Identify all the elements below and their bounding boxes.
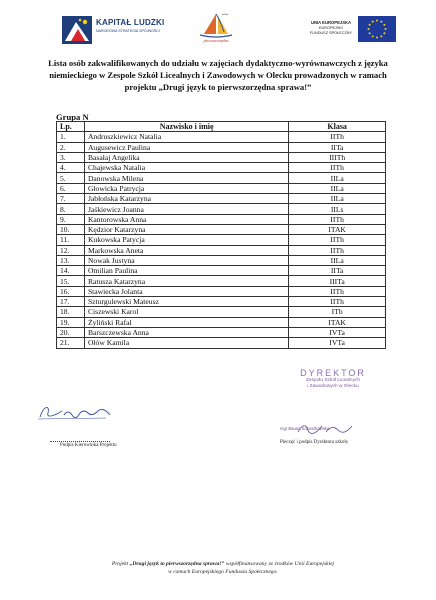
row-class: IITh bbox=[289, 297, 386, 307]
header-lp: Lp. bbox=[57, 122, 85, 132]
footer-line1 bbox=[80, 560, 366, 568]
row-lp: 14. bbox=[57, 266, 85, 276]
table-row bbox=[57, 276, 386, 286]
school-logo-caption: pierwszorzędna bbox=[203, 38, 229, 43]
row-name: Kukowska Patycja bbox=[84, 235, 288, 245]
row-class: IILs bbox=[289, 204, 386, 214]
school-project-logo bbox=[196, 12, 236, 46]
row-lp: 11. bbox=[57, 235, 85, 245]
table-row bbox=[57, 307, 386, 317]
row-class: IITa bbox=[289, 142, 386, 152]
row-class: IITh bbox=[289, 214, 386, 224]
project-manager-caption: Podpis Kierownika Projektu bbox=[60, 443, 117, 448]
table-row bbox=[57, 214, 386, 224]
project-manager-signature bbox=[36, 403, 116, 421]
row-name: Nowak Justyna bbox=[84, 255, 288, 265]
row-name: Andruszkiewicz Natalia bbox=[84, 132, 288, 142]
table-row bbox=[57, 204, 386, 214]
row-name: Danowska Milena bbox=[84, 173, 288, 183]
footer-note bbox=[80, 560, 366, 576]
row-class: IILa bbox=[289, 255, 386, 265]
row-name: Żyliński Rafał bbox=[84, 317, 288, 327]
stamp-name: mgr Bauna Sokoszkowska bbox=[280, 426, 330, 431]
kapital-ludzki-mark-icon bbox=[62, 16, 92, 44]
row-class: ITAK bbox=[289, 317, 386, 327]
table-row bbox=[57, 183, 386, 193]
footer-pre: Projekt bbox=[111, 561, 130, 567]
director-caption: Pieczęć i podpis Dyrektora szkoły bbox=[280, 440, 349, 445]
footer-post: współfinansowany ze środków Unii Europejskiej bbox=[224, 561, 335, 567]
row-class: ITAK bbox=[289, 224, 386, 234]
row-name: Głowicka Patrycja bbox=[84, 183, 288, 193]
row-lp: 9. bbox=[57, 214, 85, 224]
row-name: Kantorowska Anna bbox=[84, 214, 288, 224]
row-name: Ołów Kamila bbox=[84, 338, 288, 348]
stamp-title: DYREKTOR bbox=[300, 368, 366, 378]
table-row bbox=[57, 132, 386, 142]
table-row bbox=[57, 142, 386, 152]
table-row bbox=[57, 194, 386, 204]
eu-logo bbox=[306, 14, 396, 48]
row-name: Ratusza Katarzyna bbox=[84, 276, 288, 286]
row-lp: 12. bbox=[57, 245, 85, 255]
row-lp: 21. bbox=[57, 338, 85, 348]
row-class: IIITh bbox=[289, 152, 386, 162]
row-class: IITh bbox=[289, 286, 386, 296]
table-row bbox=[57, 173, 386, 183]
group-label: Grupa N bbox=[56, 112, 89, 122]
row-class: IILa bbox=[289, 173, 386, 183]
row-class: IITh bbox=[289, 245, 386, 255]
row-class: ITb bbox=[289, 307, 386, 317]
row-lp: 18. bbox=[57, 307, 85, 317]
row-lp: 7. bbox=[57, 194, 85, 204]
header-name: Nazwisko i imię bbox=[84, 122, 288, 132]
eu-text bbox=[306, 20, 356, 36]
row-lp: 10. bbox=[57, 224, 85, 234]
eu-line3: FUNDUSZ SPOŁECZNY bbox=[309, 30, 353, 35]
table-row bbox=[57, 286, 386, 296]
row-lp: 6. bbox=[57, 183, 85, 193]
kapital-ludzki-logo bbox=[62, 16, 182, 46]
table-row bbox=[57, 317, 386, 327]
table-row bbox=[57, 245, 386, 255]
kl-title: KAPITAŁ LUDZKI bbox=[96, 18, 165, 27]
row-name: Kędzior Katarzyna bbox=[84, 224, 288, 234]
table-row bbox=[57, 338, 386, 348]
row-lp: 8. bbox=[57, 204, 85, 214]
row-class: IILa bbox=[289, 183, 386, 193]
row-lp: 5. bbox=[57, 173, 85, 183]
signature-line bbox=[50, 441, 110, 442]
row-name: Barszczewska Anna bbox=[84, 327, 288, 337]
row-lp: 4. bbox=[57, 163, 85, 173]
row-lp: 16. bbox=[57, 286, 85, 296]
table-row bbox=[57, 163, 386, 173]
table-row bbox=[57, 255, 386, 265]
footer-line2: w ramach Europejskiego Funduszu Społecznego. bbox=[168, 569, 278, 575]
row-class: IITh bbox=[289, 132, 386, 142]
table-row bbox=[57, 297, 386, 307]
logo-header bbox=[0, 10, 436, 52]
row-lp: 20. bbox=[57, 327, 85, 337]
row-class: IILa bbox=[289, 194, 386, 204]
row-name: Basałaj Angelika bbox=[84, 152, 288, 162]
sailboat-icon bbox=[196, 12, 236, 38]
table-row bbox=[57, 266, 386, 276]
row-name: Markowska Aneta bbox=[84, 245, 288, 255]
director-stamp bbox=[278, 368, 388, 418]
stamp-line1: Zespołu Szkół Licealnych bbox=[305, 378, 361, 383]
table-row bbox=[57, 224, 386, 234]
row-name: Jaśkiewicz Joanna bbox=[84, 204, 288, 214]
header-class: Klasa bbox=[289, 122, 386, 132]
row-lp: 3. bbox=[57, 152, 85, 162]
eu-flag-icon bbox=[358, 16, 396, 42]
table-row bbox=[57, 152, 386, 162]
participants-table bbox=[56, 121, 386, 349]
row-class: IVTa bbox=[289, 327, 386, 337]
stamp-line2: i Zawodowych w Olecku bbox=[307, 384, 359, 389]
row-class: IITh bbox=[289, 235, 386, 245]
row-name: Szturgulewski Mateusz bbox=[84, 297, 288, 307]
row-name: Chajewska Natalia bbox=[84, 163, 288, 173]
eu-line2: EUROPEJSKI bbox=[318, 25, 344, 30]
kl-subtitle: NARODOWA STRATEGIA SPÓJNOŚCI bbox=[96, 29, 160, 33]
row-class: IITa bbox=[289, 266, 386, 276]
document-title: Lista osób zakwalifikowanych do udziału w zajęciach dydaktyczno-wyrównawczych z języka niemieckiego w Zespole Szkół Licealnych i Zawodowych w Olecku prowadzonych w ramach projektu „Drugi język to pierwszorzędna sprawa!” bbox=[48, 58, 388, 92]
row-name: Omilian Paulina bbox=[84, 266, 288, 276]
row-lp: 1. bbox=[57, 132, 85, 142]
row-name: Stawiecka Jolanta bbox=[84, 286, 288, 296]
footer-project-name: „Drugi język to pierwszorzędna sprawa!” bbox=[129, 561, 225, 567]
row-name: Augusewicz Paulina bbox=[84, 142, 288, 152]
row-class: IITh bbox=[289, 163, 386, 173]
row-name: Ciszewski Karol bbox=[84, 307, 288, 317]
table-row bbox=[57, 235, 386, 245]
table-header-row bbox=[57, 122, 386, 132]
row-lp: 19. bbox=[57, 317, 85, 327]
row-class: IIITa bbox=[289, 276, 386, 286]
table-row bbox=[57, 327, 386, 337]
row-name: Jabłońska Katarzyna bbox=[84, 194, 288, 204]
row-lp: 17. bbox=[57, 297, 85, 307]
row-class: IVTa bbox=[289, 338, 386, 348]
eu-line1: UNIA EUROPEJSKA bbox=[310, 20, 352, 25]
row-lp: 13. bbox=[57, 255, 85, 265]
row-lp: 2. bbox=[57, 142, 85, 152]
row-lp: 15. bbox=[57, 276, 85, 286]
